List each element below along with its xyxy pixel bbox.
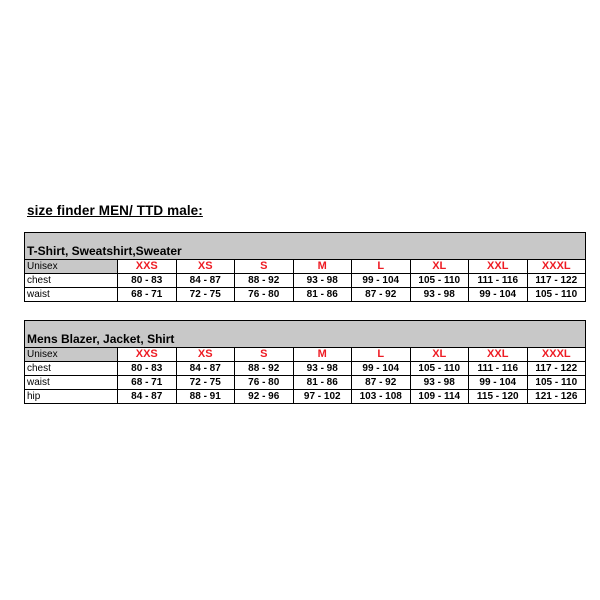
table-cell: 103 - 108 (352, 390, 411, 404)
size-head: XXS (118, 260, 177, 274)
size-header-row (25, 348, 586, 362)
table-row (25, 362, 586, 376)
section-title: T-Shirt, Sweatshirt,Sweater (25, 233, 586, 260)
row-label: hip (25, 390, 118, 404)
table-cell: 105 - 110 (410, 274, 469, 288)
size-head: XXXL (527, 260, 586, 274)
table-cell: 99 - 104 (352, 362, 411, 376)
size-head: XL (410, 260, 469, 274)
row-label: chest (25, 274, 118, 288)
table-cell: 105 - 110 (410, 362, 469, 376)
table-cell: 111 - 116 (469, 362, 528, 376)
table-row (25, 390, 586, 404)
table-cell: 87 - 92 (352, 376, 411, 390)
table-cell: 105 - 110 (527, 376, 586, 390)
table-cell: 88 - 92 (235, 362, 294, 376)
section-title-row (25, 233, 586, 260)
size-head: L (352, 260, 411, 274)
table-cell: 117 - 122 (527, 274, 586, 288)
table-cell: 111 - 116 (469, 274, 528, 288)
table-cell: 99 - 104 (352, 274, 411, 288)
table-cell: 68 - 71 (118, 288, 177, 302)
row-label: chest (25, 362, 118, 376)
table-cell: 87 - 92 (352, 288, 411, 302)
table-cell: 68 - 71 (118, 376, 177, 390)
table-cell: 88 - 91 (176, 390, 235, 404)
table-cell: 97 - 102 (293, 390, 352, 404)
table-cell: 117 - 122 (527, 362, 586, 376)
row-label: waist (25, 288, 118, 302)
size-head: S (235, 348, 294, 362)
size-table-blazer (24, 320, 586, 404)
size-head: XXXL (527, 348, 586, 362)
size-head: XXS (118, 348, 177, 362)
section-title: Mens Blazer, Jacket, Shirt (25, 321, 586, 348)
table-cell: 93 - 98 (410, 288, 469, 302)
size-head: XS (176, 260, 235, 274)
table-cell: 115 - 120 (469, 390, 528, 404)
size-head: XXL (469, 348, 528, 362)
table-cell: 92 - 96 (235, 390, 294, 404)
table-cell: 88 - 92 (235, 274, 294, 288)
table-cell: 80 - 83 (118, 274, 177, 288)
size-head: S (235, 260, 294, 274)
header-label: Unisex (25, 260, 118, 274)
page-title: size finder MEN/ TTD male: (27, 203, 203, 218)
table-cell: 99 - 104 (469, 288, 528, 302)
table-cell: 72 - 75 (176, 376, 235, 390)
section-title-row (25, 321, 586, 348)
table-cell: 93 - 98 (410, 376, 469, 390)
table-cell: 76 - 80 (235, 376, 294, 390)
size-head: M (293, 260, 352, 274)
size-head: L (352, 348, 411, 362)
table-cell: 72 - 75 (176, 288, 235, 302)
size-head: XL (410, 348, 469, 362)
size-head: M (293, 348, 352, 362)
table-cell: 105 - 110 (527, 288, 586, 302)
table-cell: 84 - 87 (118, 390, 177, 404)
table-cell: 84 - 87 (176, 274, 235, 288)
table-cell: 81 - 86 (293, 376, 352, 390)
size-table-tshirt (24, 232, 586, 302)
table-cell: 93 - 98 (293, 362, 352, 376)
size-header-row (25, 260, 586, 274)
table-cell: 76 - 80 (235, 288, 294, 302)
table-cell: 93 - 98 (293, 274, 352, 288)
table-cell: 80 - 83 (118, 362, 177, 376)
row-label: waist (25, 376, 118, 390)
size-head: XXL (469, 260, 528, 274)
table-row (25, 274, 586, 288)
table-cell: 109 - 114 (410, 390, 469, 404)
table-row (25, 376, 586, 390)
header-label: Unisex (25, 348, 118, 362)
table-cell: 99 - 104 (469, 376, 528, 390)
table-cell: 81 - 86 (293, 288, 352, 302)
size-head: XS (176, 348, 235, 362)
table-cell: 84 - 87 (176, 362, 235, 376)
table-cell: 121 - 126 (527, 390, 586, 404)
table-row (25, 288, 586, 302)
